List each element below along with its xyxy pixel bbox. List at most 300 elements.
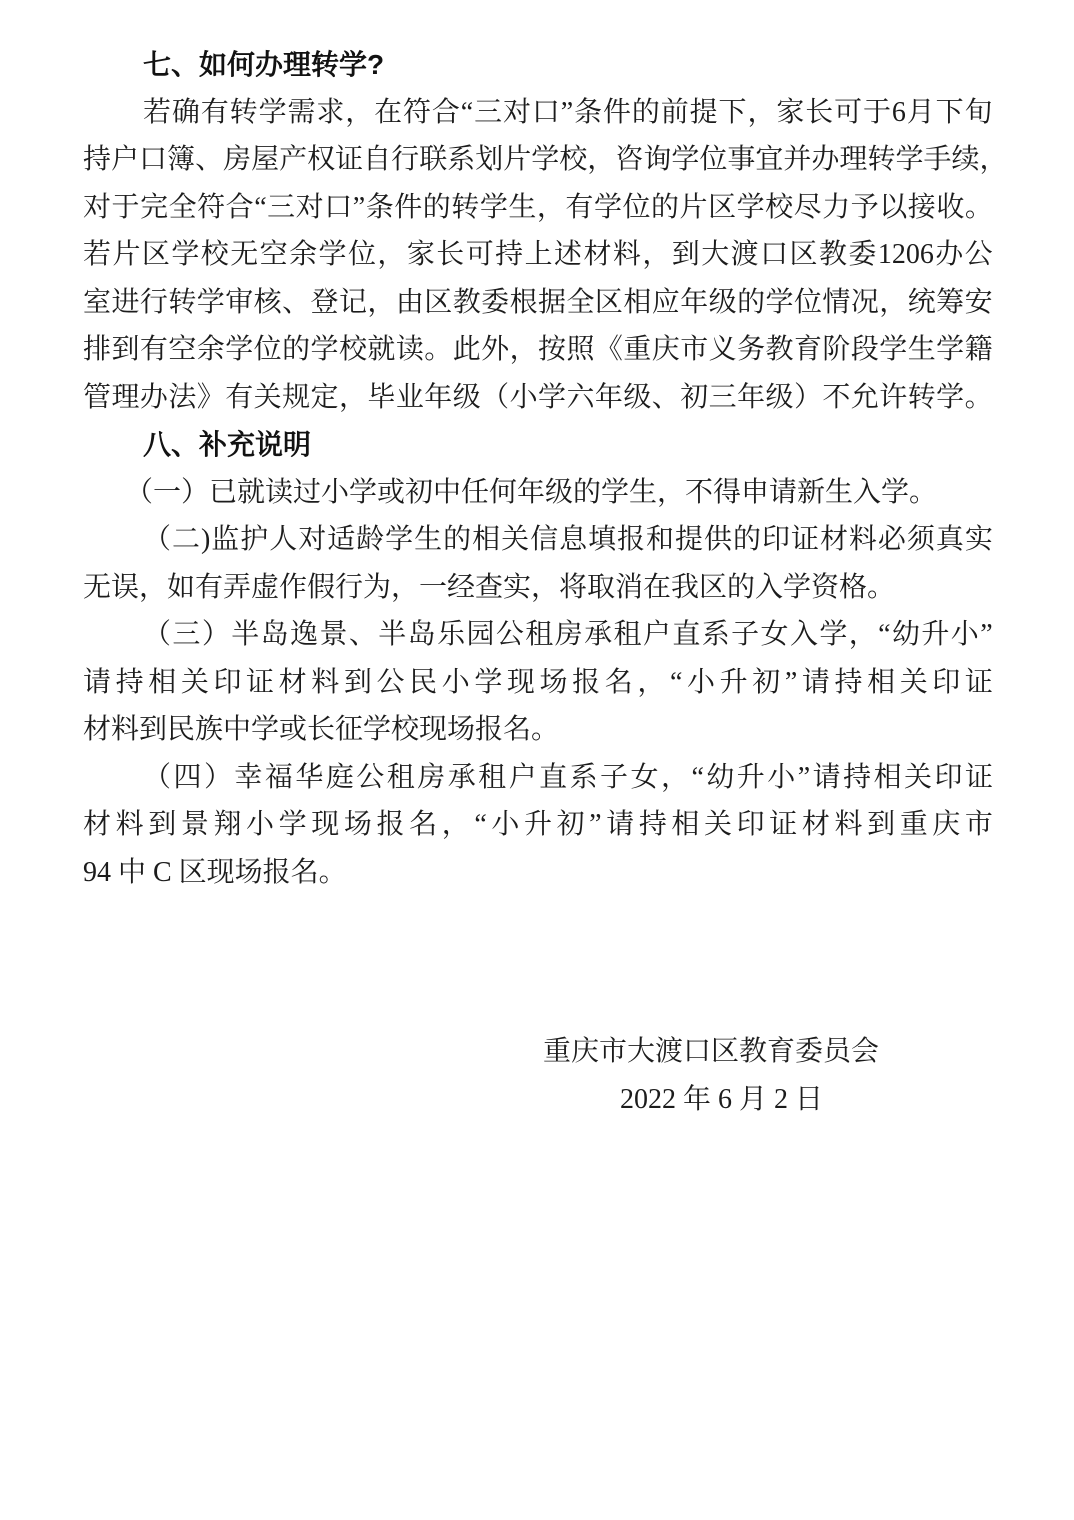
doc-line: 材料到民族中学或长征学校现场报名。 xyxy=(83,714,560,745)
text-token: 公 xyxy=(356,761,385,793)
text-token: 毕 xyxy=(367,381,396,413)
text-token: 收 xyxy=(936,191,965,223)
text-token: 理 xyxy=(111,381,140,413)
text-token: 场 xyxy=(343,809,372,840)
text-token: 长 xyxy=(805,96,834,128)
text-token: 和 xyxy=(646,524,675,555)
text-token: 段 xyxy=(850,334,879,365)
text-token: 租 xyxy=(478,761,507,793)
text-token: 到 xyxy=(111,334,140,365)
text-token: 符 xyxy=(403,96,432,128)
text-token: 请 xyxy=(83,666,112,698)
text-token: 予 xyxy=(850,191,879,223)
text-token: 提 xyxy=(675,524,704,555)
text-token: 相 xyxy=(623,286,652,318)
text-token: 的 xyxy=(282,334,311,365)
text-token: 有 xyxy=(225,381,254,413)
text-token: 许 xyxy=(879,381,908,413)
text-token: 持 xyxy=(115,666,144,698)
doc-line xyxy=(83,136,1008,184)
text-token: 入 xyxy=(789,619,818,650)
text-token: 市 xyxy=(680,334,709,365)
text-token: 转 xyxy=(907,381,936,413)
text-token: 证 xyxy=(790,524,819,555)
text-token: 名 xyxy=(409,809,438,840)
text-token: 余 xyxy=(196,334,225,365)
text-token: ” xyxy=(980,619,993,650)
text-token: 》 xyxy=(196,381,225,413)
text-token: 渡 xyxy=(730,239,759,270)
text-token: 条 xyxy=(365,191,394,223)
text-token: 述 xyxy=(554,239,583,270)
text-token: 、 xyxy=(651,381,680,413)
text-token: 口 xyxy=(531,96,560,128)
text-token: 理 xyxy=(839,144,868,175)
text-token: 学 xyxy=(895,144,924,175)
text-token: 自 xyxy=(363,144,392,175)
text-token: 办 xyxy=(139,381,168,413)
signature-org: 重庆市大渡口区教育委员会 xyxy=(543,1036,880,1067)
text-token: 级 xyxy=(765,381,794,413)
text-token: 大 xyxy=(701,239,730,270)
text-token: 学 xyxy=(278,809,307,840)
text-token: 证 xyxy=(246,666,275,698)
text-token: 确 xyxy=(171,96,200,128)
text-token: 三 xyxy=(172,619,201,650)
text-token: 适 xyxy=(327,524,356,555)
doc-lines xyxy=(83,41,1008,896)
text-token: 求 xyxy=(316,96,345,128)
text-token: 小 xyxy=(687,666,716,698)
text-token: 女 xyxy=(760,619,789,650)
text-token: 合 xyxy=(225,191,254,223)
text-token: 料 xyxy=(115,809,144,840)
text-token: 持 xyxy=(834,666,863,698)
text-token: ） xyxy=(201,619,230,650)
text-token: 初 xyxy=(556,809,585,840)
text-token: 学 xyxy=(736,191,765,223)
text-token: ， xyxy=(536,191,565,223)
text-token: 片 xyxy=(503,144,532,175)
text-token: 相 xyxy=(873,761,902,793)
text-token: 报 xyxy=(617,524,646,555)
text-token: 全 xyxy=(566,286,595,318)
text-token: 填 xyxy=(588,524,617,555)
text-token: 《 xyxy=(594,334,623,365)
text-token: 材 xyxy=(801,809,830,840)
text-token: 料 xyxy=(311,666,340,698)
text-token: 转 xyxy=(229,96,258,128)
doc-line: 无误，如有弄虚作假行为，一经查实，将取消在我区的入学资格。 xyxy=(83,571,896,603)
text-token: 据 xyxy=(538,286,567,318)
text-token: 片 xyxy=(112,239,141,270)
text-token: 请 xyxy=(812,761,841,793)
text-token: 件 xyxy=(602,96,631,128)
text-token: 转 xyxy=(867,144,896,175)
text-token: 年 xyxy=(594,381,623,413)
text-token: 半 xyxy=(231,619,260,650)
text-token: 记 xyxy=(338,286,367,318)
text-token: 重 xyxy=(623,334,652,365)
text-token: 根 xyxy=(509,286,538,318)
text-token: 年 xyxy=(424,381,453,413)
text-token: 园 xyxy=(466,619,495,650)
text-token: ） xyxy=(203,761,232,793)
text-token: 区 xyxy=(708,191,737,223)
text-token: 女 xyxy=(630,761,659,793)
text-token: 宜 xyxy=(755,144,784,175)
text-token: 持 xyxy=(83,144,112,175)
text-token: 学 xyxy=(196,286,225,318)
text-token: ” xyxy=(784,666,798,698)
text-token: 场 xyxy=(539,666,568,698)
text-token: 请 xyxy=(801,666,830,698)
text-token: 力 xyxy=(822,191,851,223)
text-token: 委 xyxy=(481,286,510,318)
text-token: 允 xyxy=(850,381,879,413)
text-token: 证 xyxy=(964,666,993,698)
doc-line xyxy=(83,754,993,802)
text-token: 。 xyxy=(964,381,993,413)
text-token: 室 xyxy=(83,286,112,318)
text-token: 产 xyxy=(279,144,308,175)
doc-line xyxy=(83,374,993,422)
doc-line: （一）已就读过小学或初中任何年级的学生，不得申请新生入学。 xyxy=(125,476,938,508)
text-token: 直 xyxy=(539,761,568,793)
text-token: 上 xyxy=(524,239,553,270)
text-token: 料 xyxy=(848,524,877,555)
text-token: 逸 xyxy=(290,619,319,650)
text-token: 办 xyxy=(935,239,964,270)
text-token: 监 xyxy=(211,524,240,555)
text-token: 业 xyxy=(395,381,424,413)
text-token: 条 xyxy=(574,96,603,128)
text-token: 相 xyxy=(148,666,177,698)
text-token: 翔 xyxy=(213,809,242,840)
text-token: ， xyxy=(367,286,396,318)
text-token: 子 xyxy=(600,761,629,793)
text-token: 学 xyxy=(593,191,622,223)
text-token: 年 xyxy=(680,286,709,318)
text-token: 口 xyxy=(324,191,353,223)
text-token: 于 xyxy=(111,191,140,223)
text-token: 证 xyxy=(769,809,798,840)
text-token: 的 xyxy=(631,96,660,128)
text-token: 小 xyxy=(441,666,470,698)
text-token: 租 xyxy=(613,619,642,650)
text-token: 名 xyxy=(604,666,633,698)
text-token: 行 xyxy=(139,286,168,318)
text-token: ， xyxy=(848,619,877,650)
text-token: 乐 xyxy=(437,619,466,650)
text-token: 事 xyxy=(727,144,756,175)
text-token: ， xyxy=(377,239,406,270)
text-token: 关 xyxy=(253,381,282,413)
text-token: 景 xyxy=(319,619,348,650)
text-token: 位 xyxy=(622,191,651,223)
text-token: 小 xyxy=(491,809,520,840)
text-token: “ xyxy=(878,619,891,650)
text-token: 筹 xyxy=(936,286,965,318)
text-token: 外 xyxy=(481,334,510,365)
text-token: 岛 xyxy=(260,619,289,650)
text-token: 三 xyxy=(267,191,296,223)
text-token: 印 xyxy=(213,666,242,698)
text-token: 初 xyxy=(680,381,709,413)
text-token: 岛 xyxy=(407,619,436,650)
text-token: 学 xyxy=(474,666,503,698)
text-token: 材 xyxy=(583,239,612,270)
text-token: 排 xyxy=(83,334,112,365)
text-token: 报 xyxy=(376,809,405,840)
text-token: 校 xyxy=(200,239,229,270)
text-token: 情 xyxy=(822,286,851,318)
text-token: 接 xyxy=(907,191,936,223)
text-token: 有 xyxy=(565,191,594,223)
text-token: “ xyxy=(460,96,474,128)
text-token: 的 xyxy=(422,191,451,223)
text-token: 登 xyxy=(310,286,339,318)
text-token: 咨 xyxy=(615,144,644,175)
text-token: 印 xyxy=(934,761,963,793)
text-token: 房 xyxy=(223,144,252,175)
text-token: 庆 xyxy=(651,334,680,365)
text-token: 房 xyxy=(554,619,583,650)
text-token: 市 xyxy=(964,809,993,840)
text-token: 区 xyxy=(141,239,170,270)
text-token: 民 xyxy=(409,666,438,698)
text-token: ， xyxy=(637,666,666,698)
text-token: 审 xyxy=(225,286,254,318)
text-token: 权 xyxy=(307,144,336,175)
text-token: 印 xyxy=(932,666,961,698)
text-token: 关 xyxy=(704,809,733,840)
doc-line xyxy=(83,611,993,659)
doc-line xyxy=(83,231,993,279)
text-token: 区 xyxy=(789,239,818,270)
text-token: 义 xyxy=(708,334,737,365)
text-token: 学 xyxy=(225,334,254,365)
text-token: 公 xyxy=(495,619,524,650)
text-token: 学 xyxy=(258,96,287,128)
text-token: 1206 xyxy=(877,239,934,270)
text-token: 簿 xyxy=(167,144,196,175)
text-token: 安 xyxy=(964,286,993,318)
text-token: 小 xyxy=(767,761,796,793)
text-token: 需 xyxy=(287,96,316,128)
doc-line xyxy=(83,184,993,232)
text-token: 完 xyxy=(140,191,169,223)
text-token: 学 xyxy=(538,381,567,413)
text-token: 料 xyxy=(612,239,641,270)
text-token: “ xyxy=(254,191,267,223)
text-token: 有 xyxy=(200,96,229,128)
text-token: 小 xyxy=(246,809,275,840)
text-token: 育 xyxy=(793,334,822,365)
text-token: ， xyxy=(509,334,538,365)
text-token: 规 xyxy=(282,381,311,413)
text-token: ， xyxy=(345,96,374,128)
text-token: 位 xyxy=(347,239,376,270)
text-token: 对 xyxy=(83,191,112,223)
text-token: 直 xyxy=(672,619,701,650)
text-token: 询 xyxy=(643,144,672,175)
text-token: 到 xyxy=(343,666,372,698)
text-token: 生 xyxy=(907,334,936,365)
text-token: 相 xyxy=(867,666,896,698)
text-token: 按 xyxy=(538,334,567,365)
text-token: （ xyxy=(143,524,172,555)
text-token: 6 xyxy=(891,96,906,128)
text-token: 的 xyxy=(443,524,472,555)
text-token: 相 xyxy=(671,809,700,840)
text-token: 户 xyxy=(508,761,537,793)
text-token: 年 xyxy=(737,381,766,413)
text-token: 手 xyxy=(923,144,952,175)
text-token: 符 xyxy=(197,191,226,223)
text-token: 不 xyxy=(822,381,851,413)
text-token: 学 xyxy=(318,239,347,270)
text-token: 务 xyxy=(737,334,766,365)
text-token: 下 xyxy=(718,96,747,128)
text-token: 请 xyxy=(606,809,635,840)
text-token: 相 xyxy=(472,524,501,555)
text-token: ） xyxy=(793,381,822,413)
text-token: 庭 xyxy=(325,761,354,793)
text-token: 升 xyxy=(719,666,748,698)
text-token: 管 xyxy=(83,381,112,413)
text-token: 续 xyxy=(951,144,980,175)
text-token: 学 xyxy=(171,239,200,270)
text-token: 房 xyxy=(417,761,446,793)
text-token: 学 xyxy=(765,286,794,318)
text-token: 、 xyxy=(282,286,311,318)
text-token: 级 xyxy=(623,381,652,413)
text-token: 印 xyxy=(761,524,790,555)
text-token: 校 xyxy=(559,144,588,175)
text-token: ， xyxy=(979,144,1008,175)
text-token: 证 xyxy=(964,761,993,793)
text-token: 应 xyxy=(651,286,680,318)
text-token: 户 xyxy=(642,619,671,650)
text-token: ” xyxy=(797,761,811,793)
text-token: 。 xyxy=(964,191,993,223)
text-token: 持 xyxy=(843,761,872,793)
text-token: 证 xyxy=(335,144,364,175)
text-token: 重 xyxy=(899,809,928,840)
text-token: 幼 xyxy=(891,619,920,650)
text-token: 。 xyxy=(424,334,453,365)
text-token: “ xyxy=(669,666,683,698)
text-token: 信 xyxy=(530,524,559,555)
text-token: 有 xyxy=(139,334,168,365)
text-token: ， xyxy=(587,144,616,175)
text-token: 籍 xyxy=(964,334,993,365)
text-token: 公 xyxy=(964,239,993,270)
text-token: 到 xyxy=(671,239,700,270)
text-token: 学 xyxy=(479,191,508,223)
text-token: 办 xyxy=(811,144,840,175)
text-token: 教 xyxy=(452,286,481,318)
text-token: 法 xyxy=(168,381,197,413)
text-token: 系 xyxy=(701,619,730,650)
text-token: ， xyxy=(660,761,689,793)
text-token: 校 xyxy=(765,191,794,223)
text-token: 印 xyxy=(736,809,765,840)
text-token: 材 xyxy=(278,666,307,698)
text-token: 定 xyxy=(310,381,339,413)
text-token: 六 xyxy=(566,381,595,413)
text-token: 统 xyxy=(907,286,936,318)
text-token: 区 xyxy=(594,286,623,318)
text-token: 四 xyxy=(173,761,202,793)
text-token: 护 xyxy=(240,524,269,555)
text-token: 材 xyxy=(83,809,112,840)
text-token: 屋 xyxy=(251,144,280,175)
text-token: 转 xyxy=(168,286,197,318)
doc-line xyxy=(83,279,993,327)
text-token: ” xyxy=(589,809,602,840)
document-body xyxy=(83,41,1008,1123)
text-token: 无 xyxy=(230,239,259,270)
doc-line xyxy=(83,516,993,564)
text-token: 租 xyxy=(386,761,415,793)
text-token: 对 xyxy=(295,191,324,223)
text-token: 升 xyxy=(523,809,552,840)
text-token: （ xyxy=(143,619,172,650)
text-token: 人 xyxy=(269,524,298,555)
text-token: 若 xyxy=(83,239,112,270)
text-token: 三 xyxy=(474,96,503,128)
text-token: 口 xyxy=(760,239,789,270)
section-heading: 八、补充说明 xyxy=(143,429,312,460)
text-token: 三 xyxy=(708,381,737,413)
text-token: 学 xyxy=(385,524,414,555)
text-token: 以 xyxy=(879,191,908,223)
text-token: 须 xyxy=(906,524,935,555)
text-token: 生 xyxy=(508,191,537,223)
text-token: 区 xyxy=(424,286,453,318)
text-token: 供 xyxy=(704,524,733,555)
text-token: 幸 xyxy=(234,761,263,793)
text-token: 前 xyxy=(660,96,689,128)
text-token: 料 xyxy=(834,809,863,840)
text-token: 、 xyxy=(195,144,224,175)
text-token: 况 xyxy=(850,286,879,318)
text-token: 学 xyxy=(671,144,700,175)
text-token: “ xyxy=(691,761,704,793)
text-token: 在 xyxy=(374,96,403,128)
text-token: 系 xyxy=(447,144,476,175)
text-token: ” xyxy=(352,191,366,223)
text-token: 持 xyxy=(495,239,524,270)
text-token: 委 xyxy=(848,239,877,270)
text-token: 小 xyxy=(509,381,538,413)
text-token: 家 xyxy=(776,96,805,128)
text-token: 位 xyxy=(793,286,822,318)
text-token: ， xyxy=(338,381,367,413)
text-token: 教 xyxy=(765,334,794,365)
text-token: 余 xyxy=(289,239,318,270)
text-token: 学 xyxy=(531,144,560,175)
text-token: 对 xyxy=(503,96,532,128)
text-token: 校 xyxy=(338,334,367,365)
text-token: 位 xyxy=(699,144,728,175)
text-token: 下 xyxy=(935,96,964,128)
signature-date: 2022 年 6 月 2 日 xyxy=(620,1083,824,1115)
text-token: 龄 xyxy=(356,524,385,555)
text-token: 幼 xyxy=(706,761,735,793)
